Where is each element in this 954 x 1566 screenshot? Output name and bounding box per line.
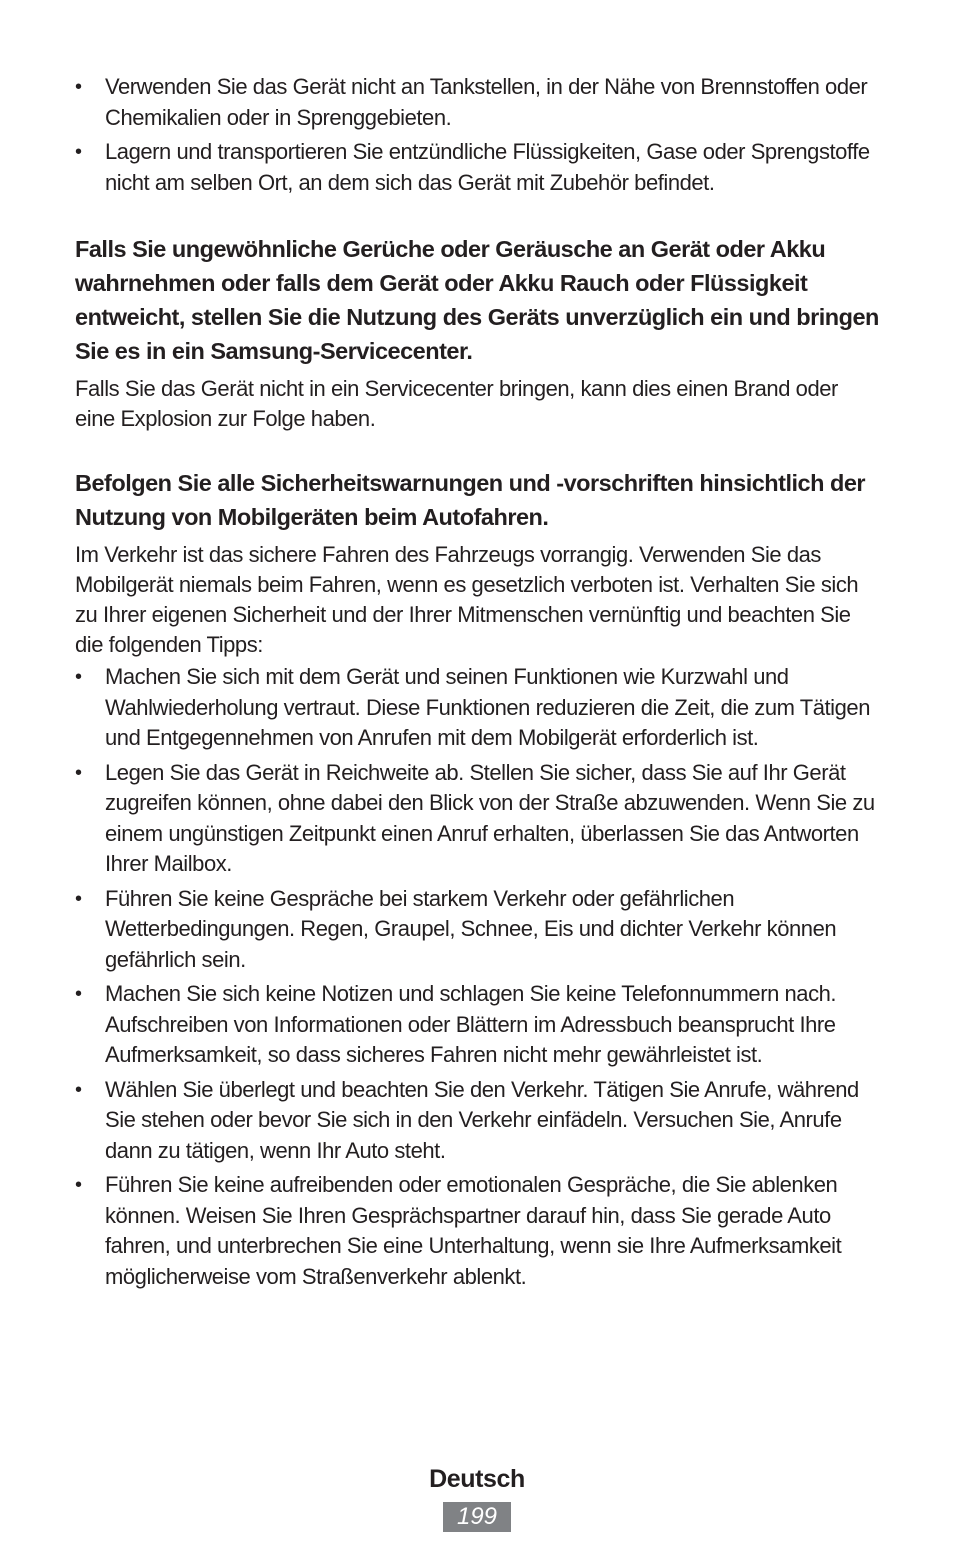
list-item: • Legen Sie das Gerät in Reichweite ab. Stellen Sie sicher, dass Sie auf Ihr Gerät zugreifen können, ohne dabei den Blick von der Straße abzuwenden. Wenn Sie zu einem ungünstigen Zeitpunkt einen Anruf erhalten, überlassen Sie das Antworten Ihrer Mailbox. [75, 758, 883, 880]
section-driving-safety [75, 466, 883, 1292]
section-odor-noise [75, 232, 883, 434]
section-heading: Falls Sie ungewöhnliche Gerüche oder Geräusche an Gerät oder Akku wahrnehmen oder falls dem Gerät oder Akku Rauch oder Flüssigkeit entweicht, stellen Sie die Nutzung des Geräts unverzüglich ein und bringen Sie es in ein Samsung-Servicecenter. [75, 236, 879, 364]
page-number-badge: 199 [443, 1502, 511, 1532]
section-paragraph: Falls Sie das Gerät nicht in ein Servicecenter bringen, kann dies einen Brand oder eine Explosion zur Folge haben. [75, 376, 838, 431]
list-item: • Machen Sie sich mit dem Gerät und seinen Funktionen wie Kurzwahl und Wahlwiederholung vertraut. Diese Funktionen reduzieren die Zeit, die zum Tätigen und Entgegennehmen von Anrufen mit dem Mobilgerät erforderlich ist. [75, 662, 883, 754]
list-item: • Machen Sie sich keine Notizen und schlagen Sie keine Telefonnummern nach. Aufschreiben von Informationen oder Blättern im Adressbuch beansprucht Ihre Aufmerksamkeit, so dass sicheres Fahren nicht mehr gewährleistet ist. [75, 979, 883, 1071]
list-item: • Lagern und transportieren Sie entzündliche Flüssigkeiten, Gase oder Sprengstoffe nicht am selben Ort, an dem sich das Gerät mit Zubehör befindet. [75, 137, 883, 198]
driving-tips-list [75, 662, 883, 1292]
list-item: • Führen Sie keine aufreibenden oder emotionalen Gespräche, die Sie ablenken können. Weisen Sie Ihren Gesprächspartner darauf hin, dass Sie gerade Auto fahren, und unterbrechen Sie eine Unterhaltung, wenn sie Ihre Aufmerksamkeit möglicherweise vom Straßenverkehr ablenkt. [75, 1170, 883, 1292]
page-content [75, 72, 883, 1296]
list-item: • Verwenden Sie das Gerät nicht an Tankstellen, in der Nähe von Brennstoffen oder Chemikalien oder in Sprenggebieten. [75, 72, 883, 133]
section-paragraph: Im Verkehr ist das sichere Fahren des Fahrzeugs vorrangig. Verwenden Sie das Mobilgerät niemals beim Fahren, wenn es gesetzlich verboten ist. Verhalten Sie sich zu Ihrer eigenen Sicherheit und der Ihrer Mitmenschen vernünftig und beachten Sie die folgenden Tipps: [75, 542, 859, 657]
footer-language-label: Deutsch [429, 1465, 525, 1493]
list-item: • Wählen Sie überlegt und beachten Sie den Verkehr. Tätigen Sie Anrufe, während Sie stehen oder bevor Sie sich in den Verkehr einfädeln. Versuchen Sie, Anrufe dann zu tätigen, wenn Ihr Auto steht. [75, 1075, 883, 1167]
list-item: • Führen Sie keine Gespräche bei starkem Verkehr oder gefährlichen Wetterbedingungen. Regen, Graupel, Schnee, Eis und dichter Verkehr können gefährlich sein. [75, 884, 883, 976]
top-bullet-list [75, 72, 883, 198]
section-heading: Befolgen Sie alle Sicherheitswarnungen und -vorschriften hinsichtlich der Nutzung von Mobilgeräten beim Autofahren. [75, 470, 866, 530]
page-footer [0, 1462, 954, 1532]
